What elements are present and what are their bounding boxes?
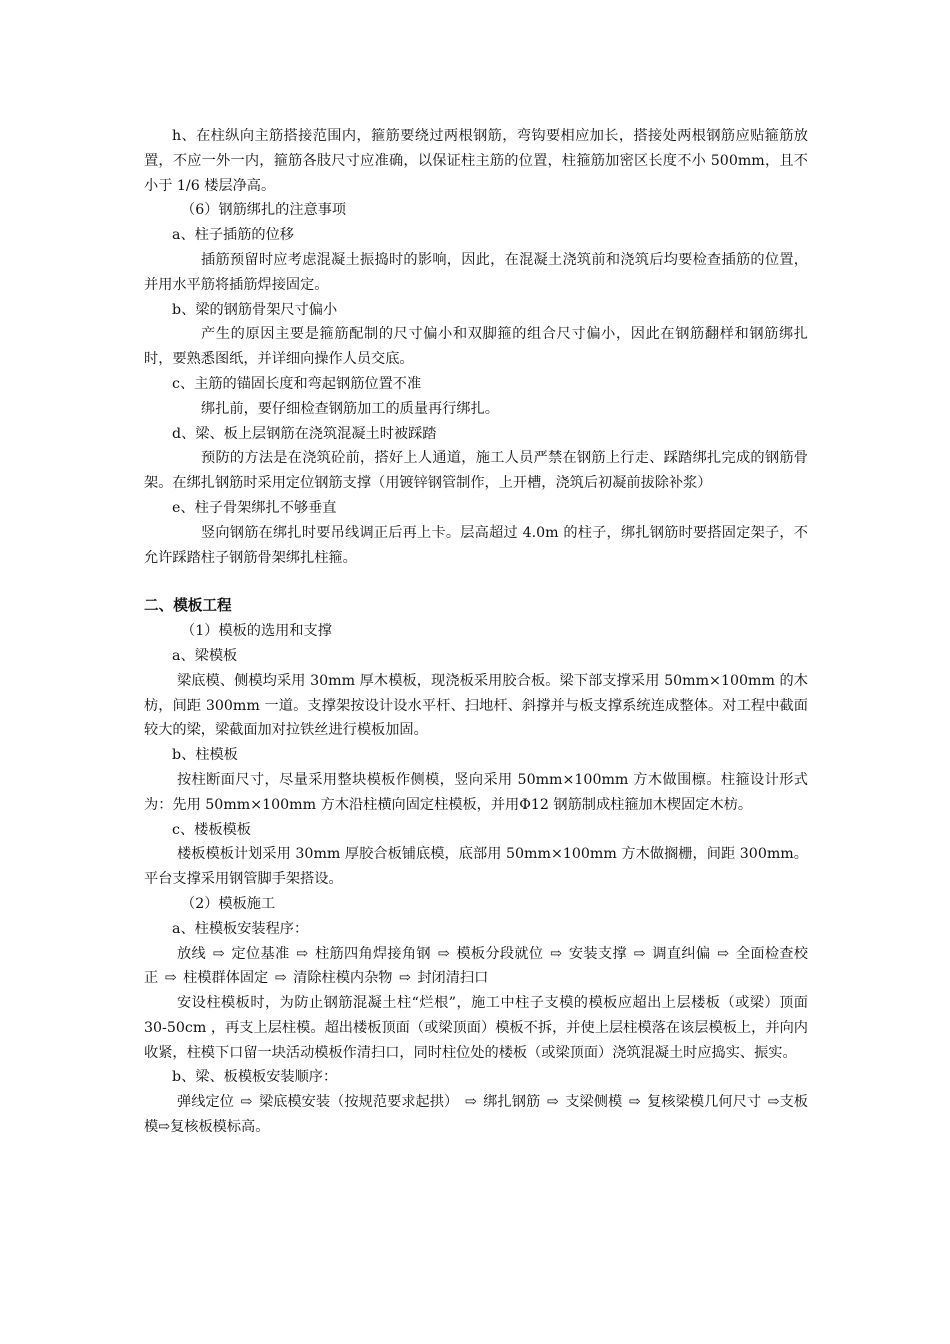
column-formwork-title: b、柱模板 — [172, 747, 238, 764]
column-formwork-text: 按柱断面尺寸，尽量采用整块模板作侧模，竖向采用 50mm×100mm 方木做围檩。柱箍设计形式为：先用 50mm×100mm 方木沿柱横向固定柱模板，并用Φ12 钢筋制成柱箍加木楔固定木枋。 — [144, 771, 808, 813]
rebar-d-title: d、梁、板上层钢筋在浇筑混凝土时被踩踏 — [172, 425, 437, 442]
beam-formwork-title: a、梁模板 — [172, 647, 238, 664]
rebar-e-text: 竖向钢筋在绑扎时要吊线调正后再上卡。层高超过 4.0m 的柱子，绑扎钢筋时要搭固定架子，不允许踩踏柱子钢筋骨架绑扎柱箍。 — [144, 524, 808, 566]
rebar-a-title: a、柱子插筋的位移 — [172, 227, 294, 244]
rebar-e-title: e、柱子骨架绑扎不够垂直 — [172, 499, 337, 516]
column-install-text: 安设柱模板时，为防止钢筋混凝土柱“烂根”，施工中柱子支模的模板应超出上层楼板（或梁）顶面 30-50cm ，再支上层柱模。超出楼板顶面（或梁顶面）模板不拆，并使上层柱模落在该层模板上，并向内收紧，柱模下口留一块活动模板作清扫口，同时柱位处的楼板（或梁顶面）浇筑混凝土时应捣实、振实。 — [144, 995, 808, 1061]
column-install-flow: 放线 ⇨ 定位基准 ⇨ 柱筋四角焊接角钢 ⇨ 模板分段就位 ⇨ 安装支撑 ⇨ 调直纠偏 ⇨ 全面检查校正 ⇨ 柱模群体固定 ⇨ 清除柱模内杂物 ⇨ 封闭清扫口 — [144, 945, 808, 987]
rebar-c-title: c、主筋的锚固长度和弯起钢筋位置不准 — [172, 375, 422, 392]
slab-formwork-text: 楼板模板计划采用 30mm 厚胶合板铺底模，底部用 50mm×100mm 方木做搁栅，间距 300mm。平台支撑采用钢管脚手架搭设。 — [144, 846, 808, 888]
rebar-section6-title: （6）钢筋绑扎的注意事项 — [181, 202, 347, 219]
formwork-section1-title: （1）模板的选用和支撑 — [181, 623, 332, 640]
beam-formwork-text: 梁底模、侧模均采用 30mm 厚木模板，现浇板采用胶合板。梁下部支撑采用 50mm×100mm 的木枋，间距 300mm 一道。支撑架按设计设水平杆、扫地杆、斜撑并与板支撑系统连成整体。对工程中截面较大的梁，梁截面加对拉铁丝进行模板加固。 — [144, 672, 808, 739]
rebar-d-text: 预防的方法是在浇筑砼前，搭好上人通道，施工人员严禁在钢筋上行走、踩踏绑扎完成的钢筋骨架。在绑扎钢筋时采用定位钢筋支撑（用镀锌钢管制作，上开槽，浇筑后初凝前拔除补浆） — [144, 450, 808, 492]
rebar-b-text: 产生的原因主要是箍筋配制的尺寸偏小和双脚箍的组合尺寸偏小，因此在钢筋翻样和钢筋绑扎时，要熟悉图纸，并详细向操作人员交底。 — [144, 326, 808, 368]
document-page — [144, 124, 808, 1140]
column-install-title: a、柱模板安装程序： — [172, 920, 309, 937]
slab-formwork-title: c、楼板模板 — [172, 821, 251, 838]
rebar-c-text: 绑扎前，要仔细检查钢筋加工的质量再行绑扎。 — [201, 400, 499, 417]
formwork-section2-title: （2）模板施工 — [181, 895, 276, 912]
beam-install-flow: 弹线定位 ⇨ 梁底模安装（按规范要求起拱） ⇨ 绑扎钢筋 ⇨ 支梁侧模 ⇨ 复核梁模几何尺寸 ⇨支板模⇨复核板模标高。 — [144, 1094, 808, 1136]
rebar-b-title: b、梁的钢筋骨架尺寸偏小 — [172, 301, 338, 318]
beam-install-title: b、梁、板模板安装顺序： — [172, 1069, 338, 1086]
rebar-a-text: 插筋预留时应考虑混凝土振捣时的影响，因此，在混凝土浇筑前和浇筑后均要检查插筋的位置，并用水平筋将插筋焊接固定。 — [144, 251, 808, 293]
formwork-heading: 二、模板工程 — [144, 597, 232, 615]
rebar-para-h: h、在柱纵向主筋搭接范围内，箍筋要绕过两根钢筋，弯钩要相应加长，搭接处两根钢筋应贴箍筋放置，不应一外一内，箍筋各肢尺寸应准确，以保证柱主筋的位置，柱箍筋加密区长度不小 500mm，且不小于 1/6 楼层净高。 — [144, 128, 808, 194]
